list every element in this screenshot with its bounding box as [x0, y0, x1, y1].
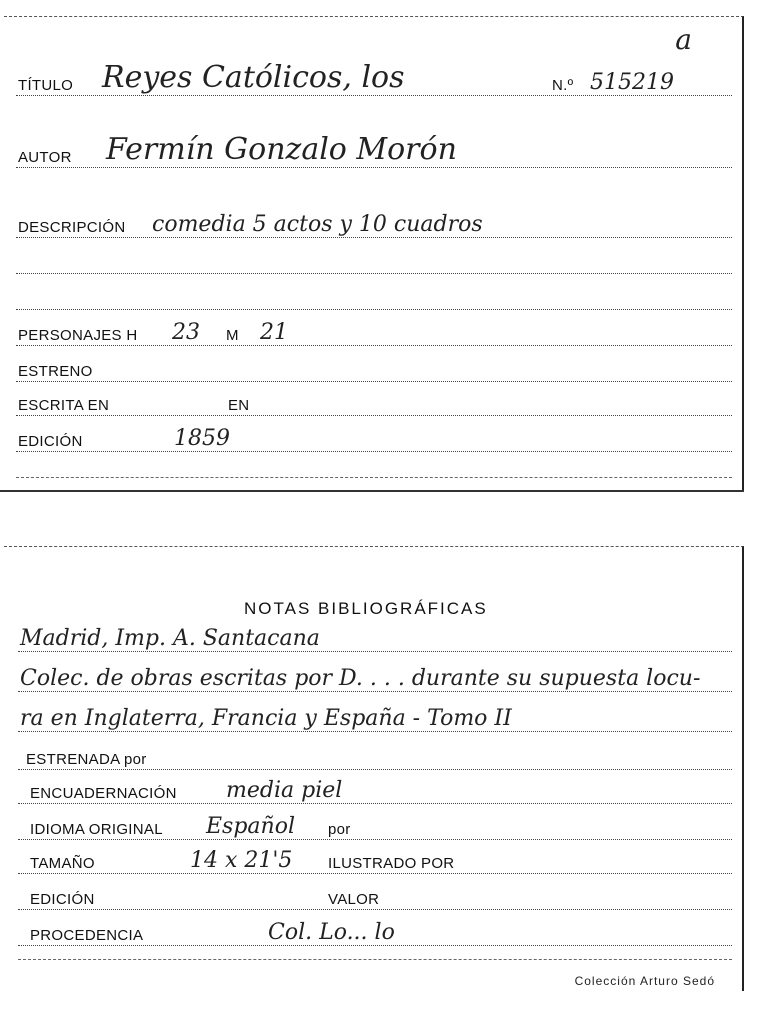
personajes-h-value: 23 — [172, 320, 200, 345]
valor-label: VALOR — [328, 891, 380, 908]
escrita-row — [16, 385, 732, 416]
estrenada-row — [18, 739, 732, 770]
numero-label: N.º — [552, 77, 574, 94]
notes-line-2-text: Colec. de obras escritas por D. . . . durante su supuesta locu- — [20, 666, 701, 691]
notes-title: NOTAS BIBLIOGRÁFICAS — [244, 599, 488, 618]
card1-last-line — [16, 477, 732, 478]
notes-line-3 — [18, 703, 732, 732]
tamano-row — [18, 843, 732, 874]
tamano-value: 14 x 21'5 — [190, 848, 293, 873]
idioma-value: Español — [206, 814, 295, 839]
autor-label: AUTOR — [18, 149, 72, 166]
edicion-row — [16, 421, 732, 452]
edicion-value: 1859 — [174, 426, 230, 451]
procedencia-row — [18, 915, 732, 946]
autor-value: Fermín Gonzalo Morón — [106, 132, 457, 167]
edicion-label: EDICIÓN — [18, 433, 83, 450]
encuadernacion-label: ENCUADERNACIÓN — [30, 785, 177, 802]
notes-line-3-text: ra en Inglaterra, Francia y España - Tomo II — [20, 706, 512, 731]
titulo-label: TÍTULO — [18, 77, 74, 94]
procedencia-value: Col. Lo... lo — [268, 920, 395, 945]
idioma-label: IDIOMA ORIGINAL — [30, 821, 163, 838]
titulo-row — [16, 60, 732, 96]
descripcion-label: DESCRIPCIÓN — [18, 219, 126, 236]
collection-credit: Colección Arturo Sedó — [574, 974, 715, 988]
edicion2-row — [18, 879, 732, 910]
numero-value: 515219 — [590, 70, 674, 95]
catalog-card-top — [4, 16, 744, 491]
blank-row-2 — [16, 279, 732, 310]
corner-mark: a — [675, 23, 692, 56]
estreno-row — [16, 351, 732, 382]
idioma-row — [18, 809, 732, 840]
catalog-card-bottom — [4, 546, 744, 991]
personajes-m-label: M — [226, 327, 239, 344]
encuadernacion-row — [18, 773, 732, 804]
personajes-m-value: 21 — [260, 320, 288, 345]
estreno-label: ESTRENO — [18, 363, 93, 380]
descripcion-value: comedia 5 actos y 10 cuadros — [152, 212, 483, 237]
notes-line-1 — [18, 623, 732, 652]
personajes-label: PERSONAJES H — [18, 327, 138, 344]
idioma-por-label: por — [328, 821, 351, 838]
notes-line-2 — [18, 663, 732, 692]
procedencia-label: PROCEDENCIA — [30, 927, 144, 944]
escrita-en-label: ESCRITA EN — [18, 397, 110, 414]
encuadernacion-value: media piel — [226, 778, 343, 803]
card1-bottom-edge — [0, 490, 744, 492]
ilustrado-label: ILUSTRADO POR — [328, 855, 455, 872]
estrenada-label: ESTRENADA por — [26, 751, 147, 768]
descripcion-row — [16, 207, 732, 238]
edicion2-label: EDICIÓN — [30, 891, 95, 908]
notes-line-1-text: Madrid, Imp. A. Santacana — [20, 626, 320, 651]
titulo-value: Reyes Católicos, los — [102, 60, 405, 95]
autor-row — [16, 132, 732, 168]
escrita-en2-label: EN — [228, 397, 250, 414]
tamano-label: TAMAÑO — [30, 855, 95, 872]
blank-row-1 — [16, 243, 732, 274]
card2-last-line — [18, 959, 732, 960]
personajes-row — [16, 315, 732, 346]
